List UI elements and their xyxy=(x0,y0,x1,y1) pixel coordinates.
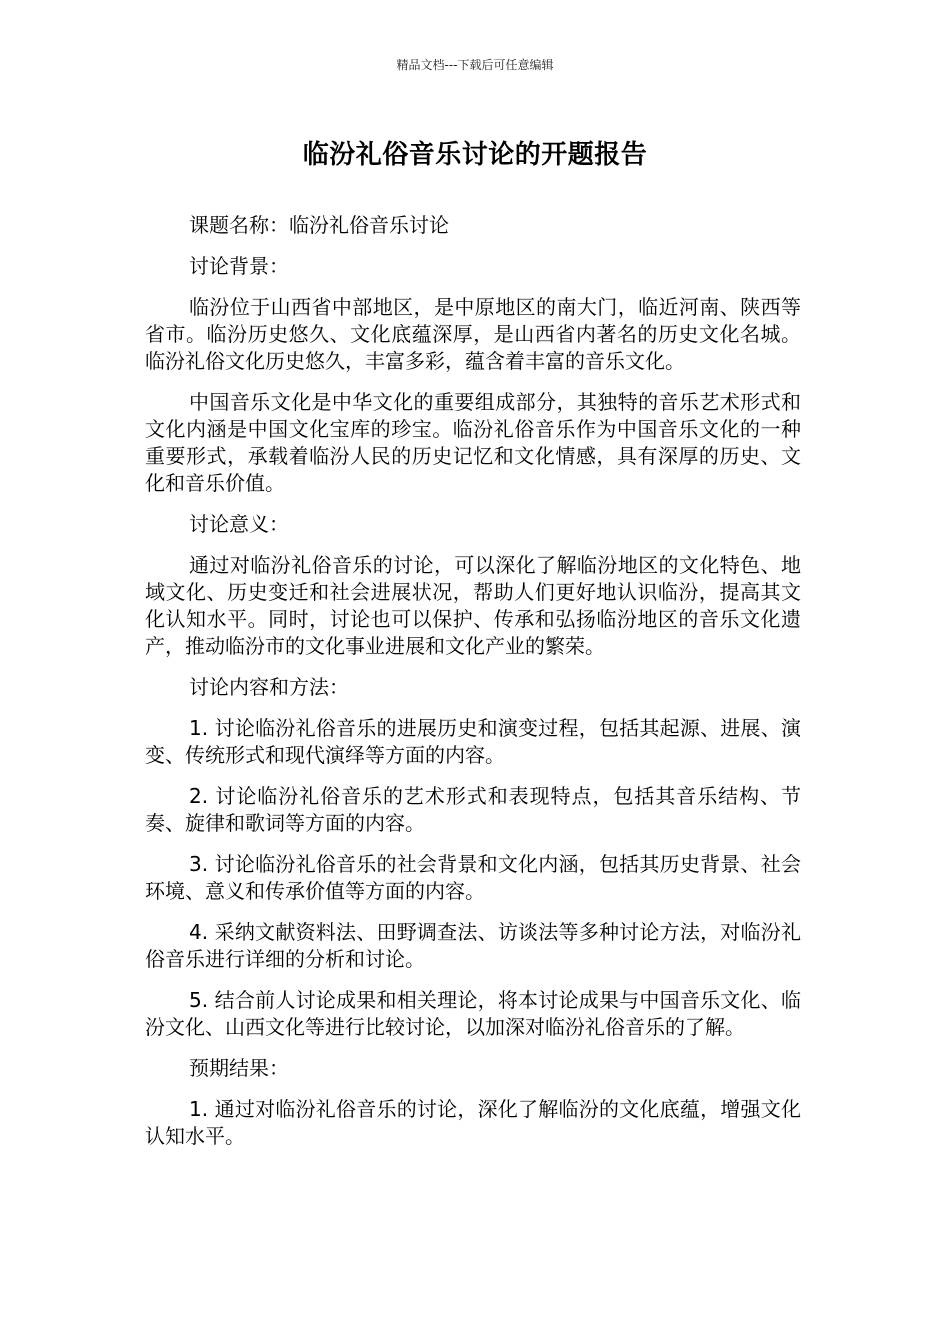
section-heading-content-methods: 讨论内容和方法： xyxy=(189,675,349,699)
page-header-text: 精品文档---下载后可任意编辑 xyxy=(396,58,554,72)
content-item-2: 2. 讨论临汾礼俗音乐的艺术形式和表现特点，包括其音乐结构、节奏、旋律和歌词等方面的内容。 xyxy=(145,784,801,835)
content-item-4: 4. 采纳文献资料法、田野调查法、访谈法等多种讨论方法，对临汾礼俗音乐进行详细的分析和讨论。 xyxy=(145,920,801,971)
content-item-5: 5. 结合前人讨论成果和相关理论，将本讨论成果与中国音乐文化、临汾文化、山西文化等进行比较讨论，以加深对临汾礼俗音乐的了解。 xyxy=(145,988,801,1039)
background-paragraph-1: 临汾位于山西省中部地区，是中原地区的南大门，临近河南、陕西等省市。临汾历史悠久、文化底蕴深厚，是山西省内著名的历史文化名城。临汾礼俗文化历史悠久，丰富多彩，蕴含着丰富的音乐文化。 xyxy=(145,295,801,373)
significance-paragraph: 通过对临汾礼俗音乐的讨论，可以深化了解临汾地区的文化特色、地域文化、历史变迁和社会进展状况，帮助人们更好地认识临汾，提高其文化认知水平。同时，讨论也可以保护、传承和弘扬临汾地区的音乐文化遗产，推动临汾市的文化事业进展和文化产业的繁荣。 xyxy=(145,553,801,658)
document-title: 临汾礼俗音乐讨论的开题报告 xyxy=(302,140,648,170)
section-heading-expected-results: 预期结果： xyxy=(189,1056,289,1080)
document-body xyxy=(145,212,801,1164)
project-name-line: 课题名称：临汾礼俗音乐讨论 xyxy=(189,213,449,237)
section-heading-background: 讨论背景： xyxy=(189,254,289,278)
content-item-1: 1. 讨论临汾礼俗音乐的进展历史和演变过程，包括其起源、进展、演变、传统形式和现代演绎等方面的内容。 xyxy=(145,716,801,767)
background-paragraph-2: 中国音乐文化是中华文化的重要组成部分，其独特的音乐艺术形式和文化内涵是中国文化宝库的珍宝。临汾礼俗音乐作为中国音乐文化的一种重要形式，承载着临汾人民的历史记忆和文化情感，具有深厚的历史、文化和音乐价值。 xyxy=(145,390,801,495)
section-heading-significance: 讨论意义： xyxy=(189,512,289,536)
content-item-3: 3. 讨论临汾礼俗音乐的社会背景和文化内涵，包括其历史背景、社会环境、意义和传承价值等方面的内容。 xyxy=(145,852,801,903)
expected-result-item-1: 1. 通过对临汾礼俗音乐的讨论，深化了解临汾的文化底蕴，增强文化认知水平。 xyxy=(145,1097,801,1148)
